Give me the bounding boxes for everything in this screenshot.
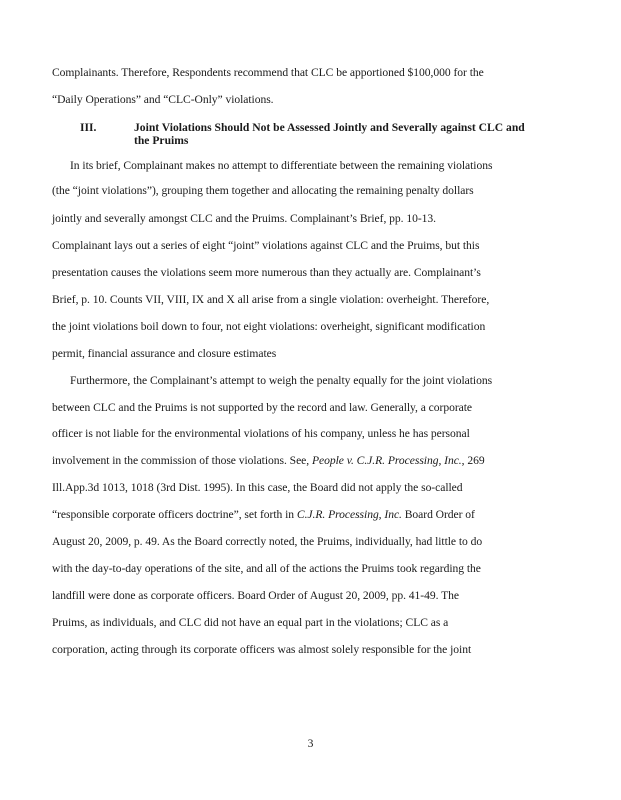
body-line: August 20, 2009, p. 49. As the Board correctly noted, the Pruims, individually, had little to do (52, 535, 483, 548)
body-line: presentation causes the violations seem more numerous than they actually are. Complainant’s (52, 266, 481, 279)
body-line-with-citation (52, 454, 485, 468)
body-line: with the day-to-day operations of the site, and all of the actions the Pruims took regarding the (52, 562, 481, 575)
body-line: Complainants. Therefore, Respondents recommend that CLC be apportioned $100,000 for the (52, 66, 484, 79)
body-line: “Daily Operations” and “CLC-Only” violations. (52, 93, 274, 106)
body-line: between CLC and the Pruims is not supported by the record and law. Generally, a corporate (52, 401, 472, 414)
body-line: Pruims, as individuals, and CLC did not have an equal part in the violations; CLC as a (52, 616, 449, 629)
body-line: the joint violations boil down to four, not eight violations: overheight, significant modification (52, 320, 486, 333)
body-line: (the “joint violations”), grouping them together and allocating the remaining penalty dollars (52, 184, 474, 197)
section-heading-continued: the Pruims (134, 134, 189, 147)
body-line-with-citation (52, 508, 475, 522)
section-heading: Joint Violations Should Not be Assessed Jointly and Severally against CLC and (134, 121, 525, 134)
citation-lead: involvement in the commission of those violations. See, (52, 454, 310, 467)
case-name: People v. C.J.R. Processing, Inc. (311, 454, 462, 467)
body-line: jointly and severally amongst CLC and the Pruims. Complainant’s Brief, pp. 10-13. (52, 212, 436, 225)
body-line: officer is not liable for the environmental violations of his company, unless he has personal (52, 427, 470, 440)
citation-lead: “responsible corporate officers doctrine”, set forth in (52, 508, 295, 521)
body-line: corporation, acting through its corporate officers was almost solely responsible for the joint (52, 643, 472, 656)
body-line: Brief, p. 10. Counts VII, VIII, IX and X all arise from a single violation: overheight. Therefore, (52, 293, 490, 306)
page-number: 3 (307, 737, 314, 750)
body-line: In its brief, Complainant makes no attempt to differentiate between the remaining violations (70, 159, 493, 172)
body-line: Complainant lays out a series of eight “joint” violations against CLC and the Pruims, but this (52, 239, 480, 252)
body-line: Ill.App.3d 1013, 1018 (3rd Dist. 1995). In this case, the Board did not apply the so-called (52, 481, 463, 494)
body-line: permit, financial assurance and closure estimates (52, 347, 277, 360)
citation-tail: Board Order of (401, 508, 475, 521)
body-line: landfill were done as corporate officers. Board Order of August 20, 2009, pp. 41-49. The (52, 589, 459, 602)
citation-tail: , 269 (461, 454, 485, 467)
case-name: C.J.R. Processing, Inc. (296, 508, 402, 521)
body-line: Furthermore, the Complainant’s attempt to weigh the penalty equally for the joint violations (70, 374, 493, 387)
section-number: III. (80, 121, 97, 134)
